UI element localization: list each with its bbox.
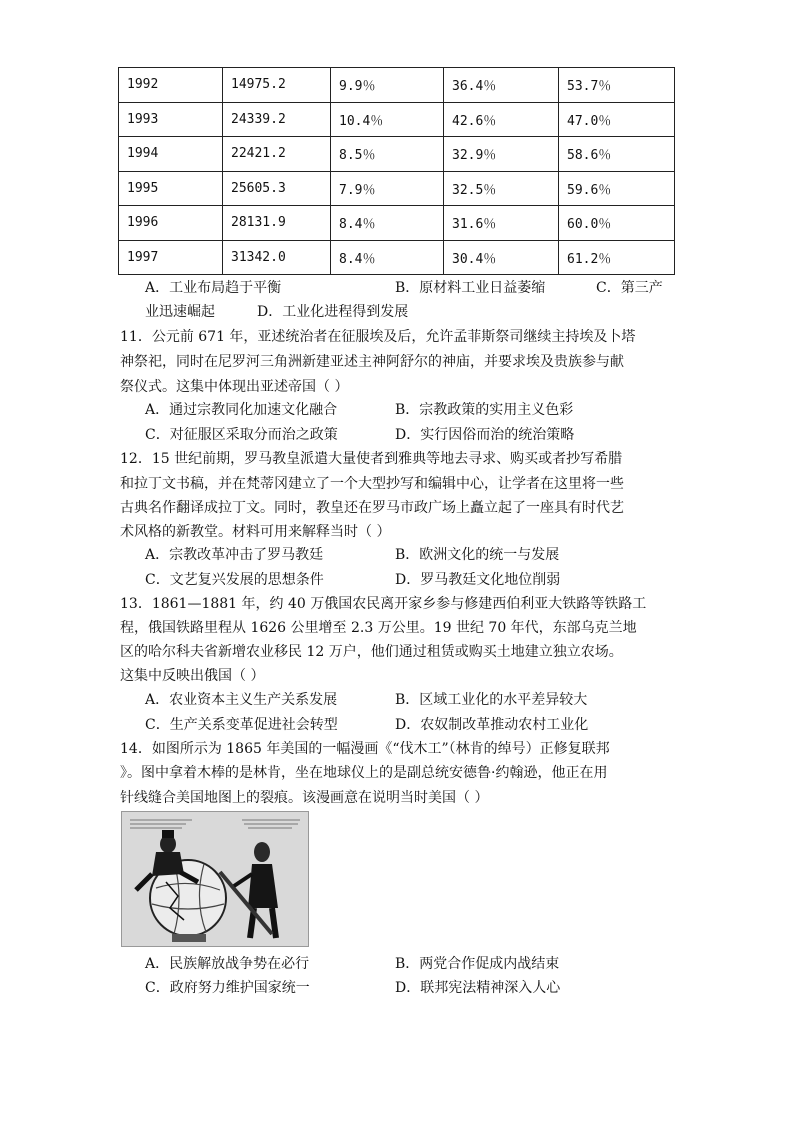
table-cell: 1993 (119, 102, 223, 137)
table-cell: 31342.0 (223, 240, 331, 275)
q14-stem-line-2: 》。图中拿着木棒的是林肯，坐在地球仪上的是副总统安德鲁·约翰逊，他正在用 (120, 765, 608, 781)
q12-stem-line-4: 术风格的新教堂。材料可用来解释当时（ ） (120, 524, 391, 540)
table-cell: 8.5％ (331, 137, 444, 172)
q14-option-d[interactable]: D．联邦宪法精神深入人心 (395, 980, 561, 996)
q12-option-c[interactable]: C．文艺复兴发展的思想条件 (145, 572, 324, 588)
q12-stem-line-2: 和拉丁文书稿，并在梵蒂冈建立了一个大型抄写和编辑中心，让学者在这里将一些 (120, 476, 624, 492)
table-cell: 1996 (119, 206, 223, 241)
table-cell: 32.5％ (444, 171, 559, 206)
table-cell: 58.6％ (559, 137, 675, 172)
table-row (119, 68, 675, 103)
q11-stem-line-2: 神祭祀，同时在尼罗河三角洲新建亚述主神阿舒尔的神庙，并要求埃及贵族参与献 (120, 354, 624, 370)
table-cell: 42.6％ (444, 102, 559, 137)
q11-stem-line-1: 11．公元前 671 年，亚述统治者在征服埃及后，允许孟菲斯祭司继续主持埃及卜塔 (120, 329, 636, 345)
q11-option-b[interactable]: B．宗教政策的实用主义色彩 (395, 402, 574, 418)
table-cell: 1992 (119, 68, 223, 103)
table-cell: 25605.3 (223, 171, 331, 206)
table-cell: 28131.9 (223, 206, 331, 241)
q14-stem-line-3: 针线缝合美国地图上的裂痕。该漫画意在说明当时美国（ ） (120, 790, 489, 806)
table-row (119, 206, 675, 241)
table-cell: 1994 (119, 137, 223, 172)
table-cell: 7.9％ (331, 171, 444, 206)
table-cell: 9.9％ (331, 68, 444, 103)
q14-stem-line-1: 14．如图所示为 1865 年美国的一幅漫画《“伐木工”（林肯的绰号）正修复联邦 (120, 741, 610, 757)
table-cell: 59.6％ (559, 171, 675, 206)
q13-option-b[interactable]: B．区域工业化的水平差异较大 (395, 692, 588, 708)
table-cell: 14975.2 (223, 68, 331, 103)
q13-stem-line-2: 程，俄国铁路里程从 1626 公里增至 2.3 万公里。19 世纪 70 年代，东部乌克兰地 (120, 620, 637, 636)
q12-stem-line-3: 古典名作翻译成拉丁文。同时，教皇还在罗马市政广场上矗立起了一座具有时代艺 (120, 500, 624, 516)
table-cell: 8.4％ (331, 240, 444, 275)
table-cell: 24339.2 (223, 102, 331, 137)
table-cell: 1997 (119, 240, 223, 275)
q11-option-a[interactable]: A．通过宗教同化加速文化融合 (145, 402, 338, 418)
data-table (118, 67, 675, 275)
q13-option-c[interactable]: C．生产关系变革促进社会转型 (145, 717, 338, 733)
q14-option-c[interactable]: C．政府努力维护国家统一 (145, 980, 310, 996)
table-cell: 10.4％ (331, 102, 444, 137)
q11-stem-line-3: 祭仪式。这集中体现出亚述帝国（ ） (120, 379, 349, 395)
table-row (119, 240, 675, 275)
q12-option-b[interactable]: B．欧洲文化的统一与发展 (395, 547, 560, 563)
table-row (119, 102, 675, 137)
q10-option-d[interactable]: D．工业化进程得到发展 (257, 304, 409, 320)
table-cell: 60.0％ (559, 206, 675, 241)
q11-option-d[interactable]: D．实行因俗而治的统治策略 (395, 427, 575, 443)
lincoln-cartoon-image (121, 811, 309, 947)
q10-option-c[interactable]: C．第三产 (596, 280, 663, 296)
table-cell: 53.7％ (559, 68, 675, 103)
q10-option-a[interactable]: A．工业布局趋于平衡 (145, 280, 282, 296)
table-row (119, 171, 675, 206)
q13-stem-line-1: 13．1861—1881 年，约 40 万俄国农民离开家乡参与修建西伯利亚大铁路等铁路工 (120, 596, 647, 612)
table-cell: 47.0％ (559, 102, 675, 137)
q14-option-b[interactable]: B．两党合作促成内战结束 (395, 956, 560, 972)
table-cell: 31.6％ (444, 206, 559, 241)
q12-option-a[interactable]: A．宗教改革冲击了罗马教廷 (145, 547, 324, 563)
q13-option-a[interactable]: A．农业资本主义生产关系发展 (145, 692, 338, 708)
q10-option-b[interactable]: B．原材料工业日益萎缩 (395, 280, 546, 296)
q13-stem-line-4: 这集中反映出俄国（ ） (120, 668, 265, 684)
table-row (119, 137, 675, 172)
q14-option-a[interactable]: A．民族解放战争势在必行 (145, 956, 310, 972)
table-cell: 30.4％ (444, 240, 559, 275)
table-cell: 36.4％ (444, 68, 559, 103)
q13-option-d[interactable]: D．农奴制改革推动农村工业化 (395, 717, 589, 733)
table-cell: 61.2％ (559, 240, 675, 275)
q12-option-d[interactable]: D．罗马教廷文化地位削弱 (395, 572, 561, 588)
table-cell: 22421.2 (223, 137, 331, 172)
q12-stem-line-1: 12．15 世纪前期，罗马教皇派遣大量使者到雅典等地去寻求、购买或者抄写希腊 (120, 451, 623, 467)
q10-option-c-cont: 业迅速崛起 (145, 304, 215, 320)
table-cell: 8.4％ (331, 206, 444, 241)
table-cell: 1995 (119, 171, 223, 206)
q11-option-c[interactable]: C．对征服区采取分而治之政策 (145, 427, 338, 443)
q13-stem-line-3: 区的哈尔科夫省新增农业移民 12 万户，他们通过租赁或购买土地建立独立农场。 (120, 644, 623, 660)
table-cell: 32.9％ (444, 137, 559, 172)
cartoon-illustration-icon (122, 812, 308, 946)
